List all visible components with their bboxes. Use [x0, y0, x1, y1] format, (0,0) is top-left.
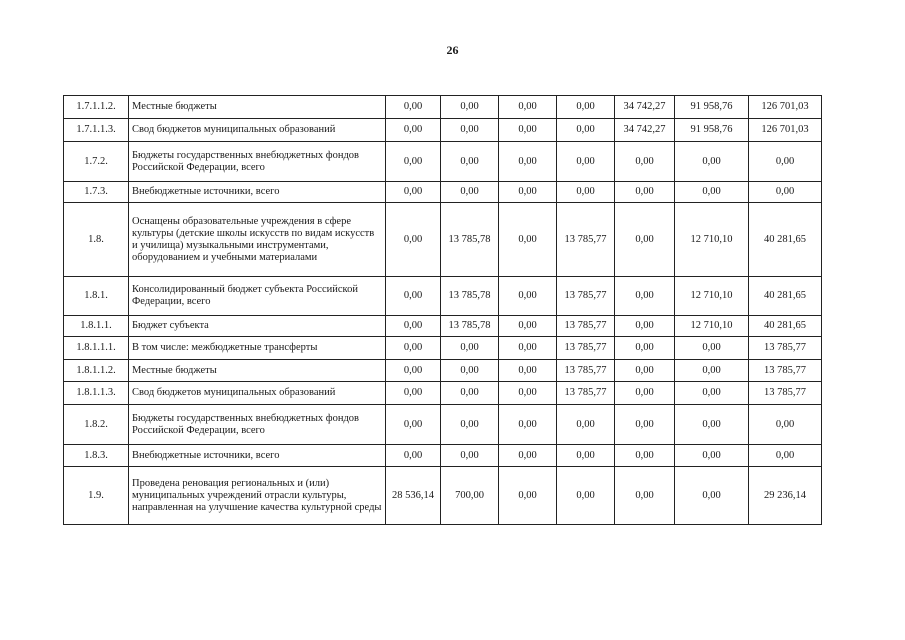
table-row [64, 203, 822, 277]
table-row [64, 142, 822, 182]
value-cell: 0,00 [675, 360, 749, 382]
value-cell: 13 785,77 [557, 203, 615, 277]
row-name: Бюджеты государственных внебюджетных фондов Российской Федерации, всего [129, 405, 386, 445]
table-row [64, 360, 822, 382]
value-cell: 0,00 [499, 182, 557, 203]
value-cell: 0,00 [615, 316, 675, 337]
value-cell: 0,00 [557, 445, 615, 467]
value-cell: 0,00 [441, 445, 499, 467]
value-cell: 0,00 [499, 405, 557, 445]
value-cell: 13 785,77 [557, 360, 615, 382]
table-row [64, 96, 822, 119]
value-cell: 0,00 [441, 337, 499, 360]
value-cell: 0,00 [749, 405, 822, 445]
value-cell: 0,00 [675, 142, 749, 182]
value-cell: 91 958,76 [675, 96, 749, 119]
row-name: Свод бюджетов муниципальных образований [129, 119, 386, 142]
value-cell: 0,00 [615, 467, 675, 525]
value-cell: 0,00 [499, 382, 557, 405]
value-cell: 0,00 [499, 142, 557, 182]
table-row [64, 277, 822, 316]
table-row [64, 445, 822, 467]
value-cell: 12 710,10 [675, 203, 749, 277]
value-cell: 13 785,78 [441, 203, 499, 277]
value-cell: 0,00 [441, 142, 499, 182]
value-cell: 0,00 [675, 182, 749, 203]
value-cell: 0,00 [441, 405, 499, 445]
row-code: 1.8.2. [64, 405, 129, 445]
row-name: Внебюджетные источники, всего [129, 445, 386, 467]
row-name: Бюджет субъекта [129, 316, 386, 337]
value-cell: 700,00 [441, 467, 499, 525]
value-cell: 0,00 [615, 142, 675, 182]
value-cell: 0,00 [615, 277, 675, 316]
row-code: 1.7.2. [64, 142, 129, 182]
value-cell: 0,00 [675, 382, 749, 405]
value-cell: 0,00 [386, 142, 441, 182]
value-cell: 0,00 [386, 119, 441, 142]
row-code: 1.8.1.1. [64, 316, 129, 337]
value-cell: 13 785,77 [557, 316, 615, 337]
row-code: 1.8.1.1.1. [64, 337, 129, 360]
value-cell: 0,00 [675, 405, 749, 445]
value-cell: 13 785,77 [749, 360, 822, 382]
value-cell: 34 742,27 [615, 96, 675, 119]
value-cell: 126 701,03 [749, 119, 822, 142]
row-code: 1.7.1.1.3. [64, 119, 129, 142]
value-cell: 0,00 [386, 203, 441, 277]
value-cell: 0,00 [749, 445, 822, 467]
value-cell: 0,00 [749, 142, 822, 182]
value-cell: 0,00 [441, 182, 499, 203]
value-cell: 0,00 [386, 182, 441, 203]
value-cell: 0,00 [499, 360, 557, 382]
value-cell: 0,00 [499, 337, 557, 360]
value-cell: 0,00 [557, 96, 615, 119]
value-cell: 0,00 [386, 96, 441, 119]
value-cell: 0,00 [615, 360, 675, 382]
value-cell: 0,00 [386, 337, 441, 360]
row-code: 1.8.3. [64, 445, 129, 467]
value-cell: 13 785,78 [441, 316, 499, 337]
value-cell: 0,00 [675, 445, 749, 467]
table-row [64, 382, 822, 405]
table-row [64, 467, 822, 525]
table-row [64, 182, 822, 203]
value-cell: 0,00 [441, 96, 499, 119]
budget-table [63, 95, 822, 525]
value-cell: 12 710,10 [675, 277, 749, 316]
value-cell: 0,00 [441, 360, 499, 382]
row-name: Бюджеты государственных внебюджетных фондов Российской Федерации, всего [129, 142, 386, 182]
value-cell: 0,00 [386, 405, 441, 445]
row-code: 1.7.1.1.2. [64, 96, 129, 119]
row-name: Местные бюджеты [129, 360, 386, 382]
value-cell: 0,00 [615, 337, 675, 360]
value-cell: 126 701,03 [749, 96, 822, 119]
value-cell: 0,00 [557, 182, 615, 203]
value-cell: 40 281,65 [749, 316, 822, 337]
value-cell: 0,00 [499, 316, 557, 337]
table-body [64, 96, 822, 525]
row-code: 1.8. [64, 203, 129, 277]
value-cell: 13 785,77 [557, 382, 615, 405]
value-cell: 0,00 [557, 142, 615, 182]
value-cell: 0,00 [557, 405, 615, 445]
row-name: Оснащены образовательные учреждения в сфере культуры (детские школы искусств по видам искусств и училища) музыкальными инструментами, оборудованием и учебными материалами [129, 203, 386, 277]
row-code: 1.8.1.1.2. [64, 360, 129, 382]
row-code: 1.7.3. [64, 182, 129, 203]
value-cell: 13 785,78 [441, 277, 499, 316]
row-code: 1.8.1.1.3. [64, 382, 129, 405]
row-name: В том числе: межбюджетные трансферты [129, 337, 386, 360]
value-cell: 91 958,76 [675, 119, 749, 142]
table-row [64, 316, 822, 337]
value-cell: 40 281,65 [749, 203, 822, 277]
table-row [64, 405, 822, 445]
value-cell: 13 785,77 [557, 277, 615, 316]
value-cell: 0,00 [499, 203, 557, 277]
value-cell: 0,00 [749, 182, 822, 203]
value-cell: 0,00 [615, 445, 675, 467]
value-cell: 13 785,77 [749, 337, 822, 360]
value-cell: 0,00 [386, 382, 441, 405]
value-cell: 13 785,77 [557, 337, 615, 360]
value-cell: 0,00 [386, 316, 441, 337]
value-cell: 0,00 [441, 119, 499, 142]
value-cell: 0,00 [499, 277, 557, 316]
value-cell: 0,00 [557, 119, 615, 142]
row-name: Свод бюджетов муниципальных образований [129, 382, 386, 405]
value-cell: 0,00 [499, 445, 557, 467]
row-code: 1.8.1. [64, 277, 129, 316]
value-cell: 0,00 [386, 277, 441, 316]
value-cell: 34 742,27 [615, 119, 675, 142]
row-name: Проведена реновация региональных и (или) муниципальных учреждений отрасли культуры, направленная на улучшение качества культурной среды [129, 467, 386, 525]
value-cell: 28 536,14 [386, 467, 441, 525]
table-row [64, 337, 822, 360]
row-name: Внебюджетные источники, всего [129, 182, 386, 203]
value-cell: 0,00 [675, 337, 749, 360]
value-cell: 0,00 [615, 182, 675, 203]
value-cell: 0,00 [615, 405, 675, 445]
page-number: 26 [446, 43, 459, 57]
value-cell: 29 236,14 [749, 467, 822, 525]
value-cell: 13 785,77 [749, 382, 822, 405]
value-cell: 0,00 [675, 467, 749, 525]
value-cell: 12 710,10 [675, 316, 749, 337]
row-name: Местные бюджеты [129, 96, 386, 119]
value-cell: 0,00 [499, 119, 557, 142]
row-name: Консолидированный бюджет субъекта Российской Федерации, всего [129, 277, 386, 316]
value-cell: 0,00 [499, 467, 557, 525]
row-code: 1.9. [64, 467, 129, 525]
value-cell: 0,00 [386, 445, 441, 467]
table-row [64, 119, 822, 142]
value-cell: 0,00 [441, 382, 499, 405]
value-cell: 0,00 [615, 382, 675, 405]
value-cell: 0,00 [615, 203, 675, 277]
value-cell: 0,00 [557, 467, 615, 525]
value-cell: 0,00 [386, 360, 441, 382]
value-cell: 0,00 [499, 96, 557, 119]
value-cell: 40 281,65 [749, 277, 822, 316]
